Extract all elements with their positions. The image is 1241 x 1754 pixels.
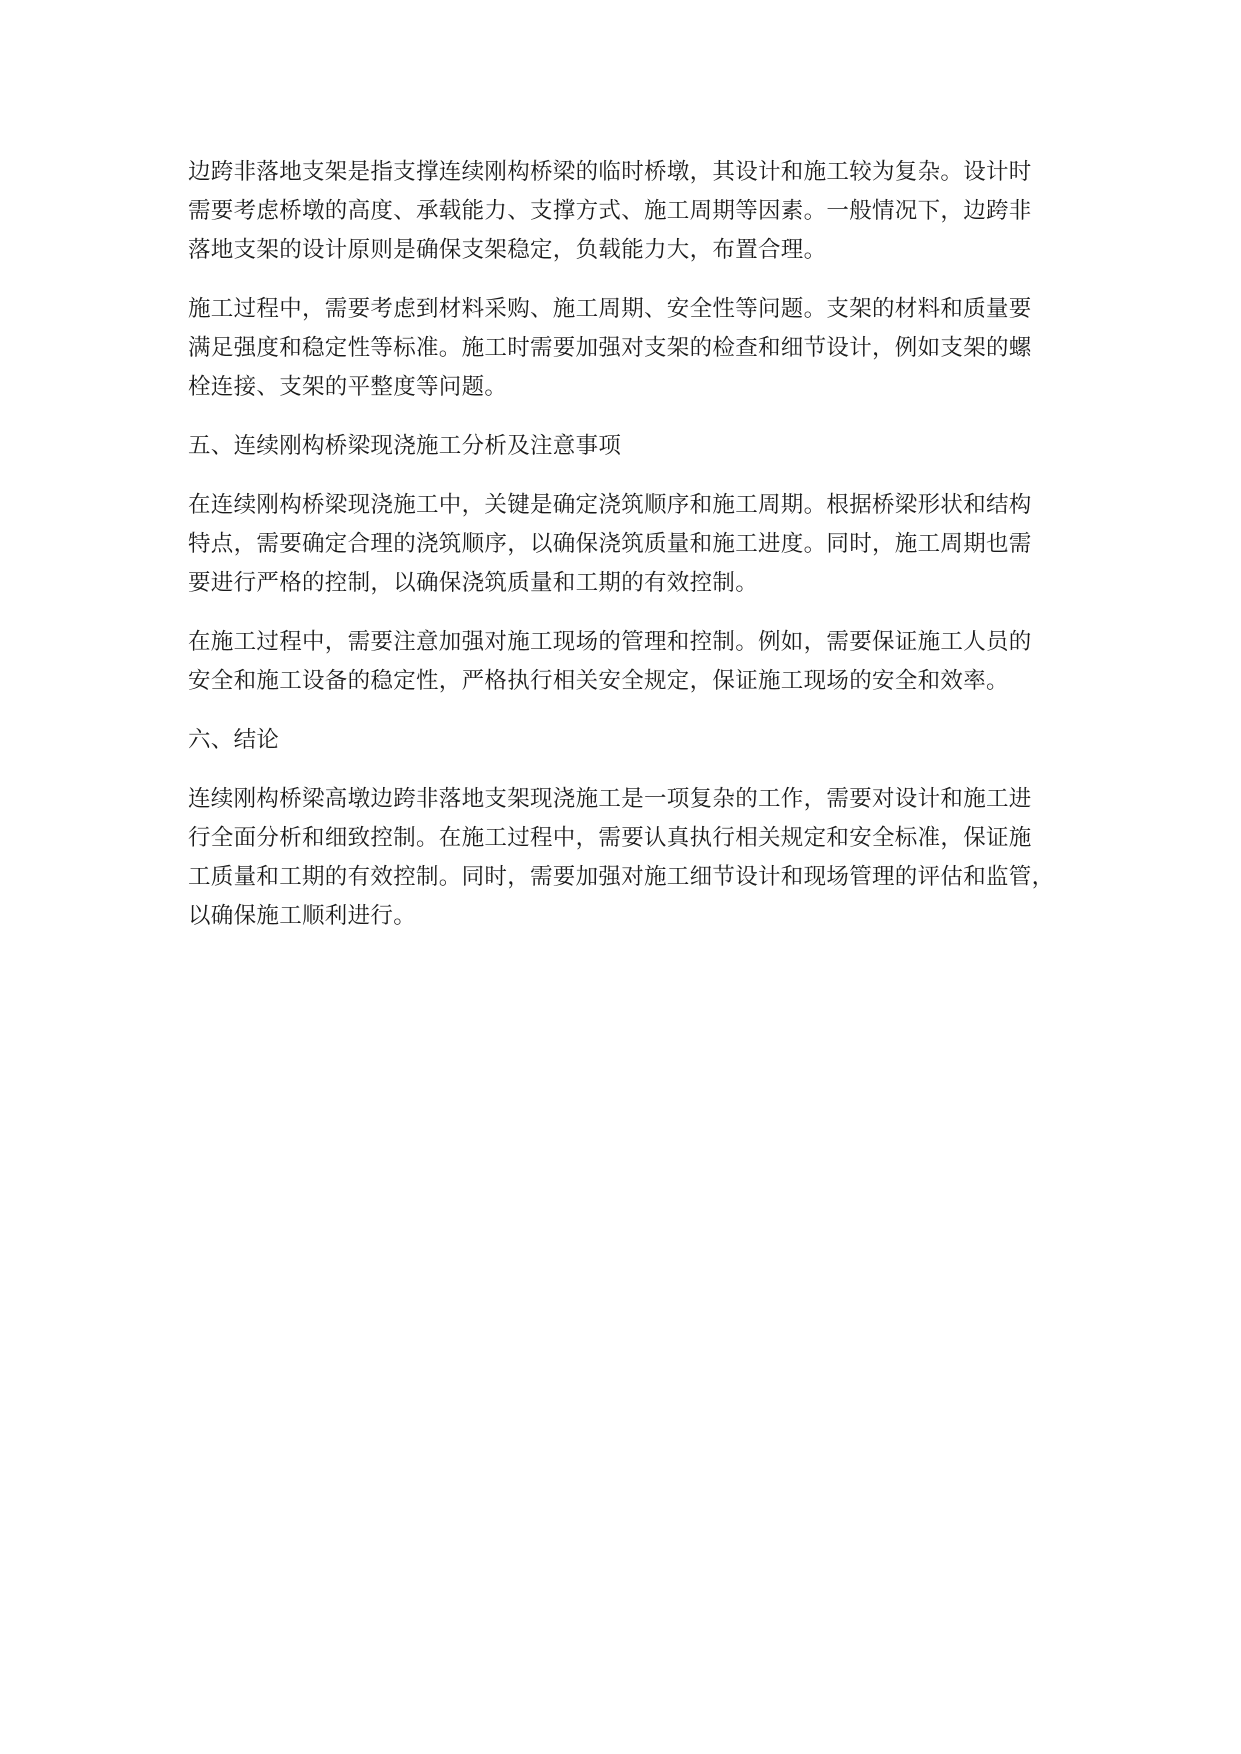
paragraph-conclusion	[188, 780, 1088, 936]
paragraph-line: 安全和施工设备的稳定性，严格执行相关安全规定，保证施工现场的安全和效率。	[188, 668, 1009, 694]
paragraph-line: 需要考虑桥墩的高度、承载能力、支撑方式、施工周期等因素。一般情况下，边跨非	[188, 198, 1032, 224]
paragraph-line: 边跨非落地支架是指支撑连续刚构桥梁的临时桥墩，其设计和施工较为复杂。设计时	[188, 159, 1032, 185]
paragraph-line: 以确保施工顺利进行。	[188, 903, 417, 929]
paragraph-line: 在连续刚构桥梁现浇施工中，关键是确定浇筑顺序和施工周期。根据桥梁形状和结构	[188, 492, 1032, 518]
paragraph-pouring-sequence	[188, 486, 1088, 603]
paragraph-line: 落地支架的设计原则是确保支架稳定，负载能力大，布置合理。	[188, 237, 827, 263]
paragraph-line: 行全面分析和细致控制。在施工过程中，需要认真执行相关规定和安全标准，保证施	[188, 825, 1032, 851]
paragraph-site-management	[188, 623, 1088, 701]
section-heading-six: 六、结论	[188, 727, 280, 753]
paragraph-line: 特点，需要确定合理的浇筑顺序，以确保浇筑质量和施工进度。同时，施工周期也需	[188, 531, 1032, 557]
paragraph-side-span-support-design	[188, 153, 1088, 270]
paragraph-construction-process	[188, 290, 1088, 407]
document-body	[188, 153, 1088, 956]
paragraph-line: 工质量和工期的有效控制。同时，需要加强对施工细节设计和现场管理的评估和监管，	[188, 864, 1055, 890]
paragraph-line: 连续刚构桥梁高墩边跨非落地支架现浇施工是一项复杂的工作，需要对设计和施工进	[188, 786, 1032, 812]
section-heading-five: 五、连续刚构桥梁现浇施工分析及注意事项	[188, 433, 622, 459]
paragraph-line: 满足强度和稳定性等标准。施工时需要加强对支架的检查和细节设计，例如支架的螺	[188, 335, 1032, 361]
paragraph-line: 要进行严格的控制，以确保浇筑质量和工期的有效控制。	[188, 570, 759, 596]
paragraph-line: 栓连接、支架的平整度等问题。	[188, 374, 508, 400]
paragraph-line: 施工过程中，需要考虑到材料采购、施工周期、安全性等问题。支架的材料和质量要	[188, 296, 1032, 322]
paragraph-line: 在施工过程中，需要注意加强对施工现场的管理和控制。例如，需要保证施工人员的	[188, 629, 1032, 655]
